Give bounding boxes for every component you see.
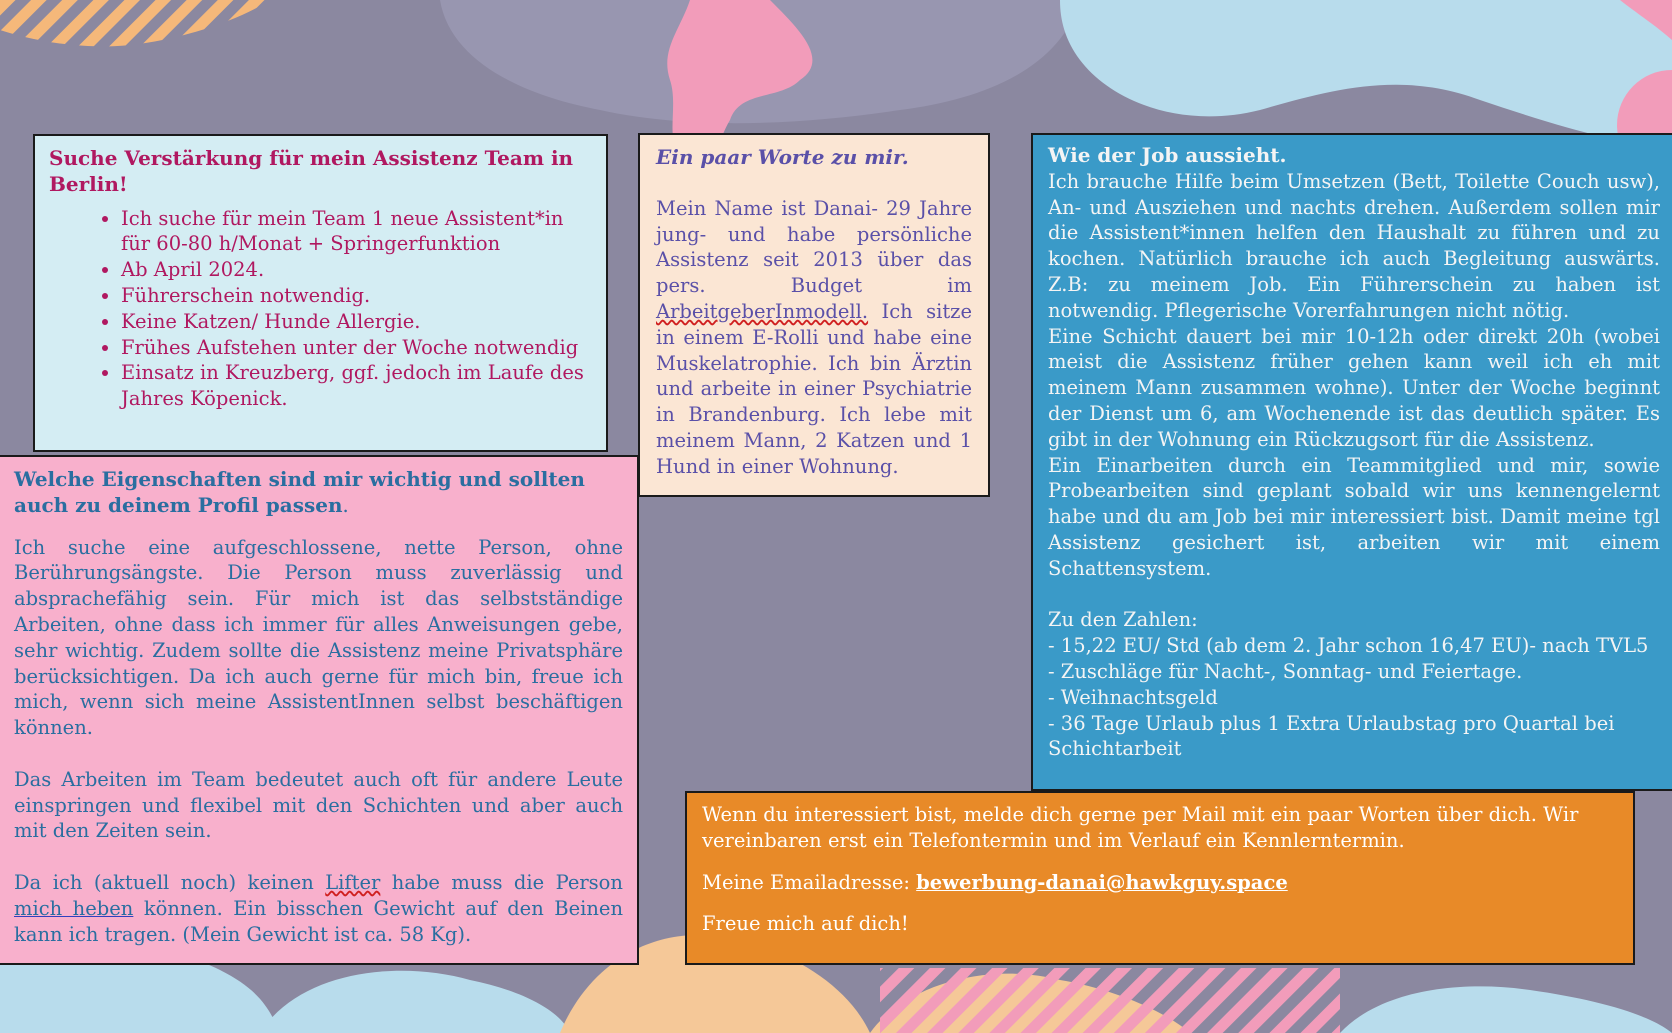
qualities-paragraph bbox=[14, 870, 623, 947]
lifter-word: Lifter bbox=[325, 870, 381, 894]
job-box-title: Wie der Job aussieht. bbox=[1048, 143, 1287, 167]
requirements-list bbox=[49, 206, 592, 412]
qualities-text-part: Da ich (aktuell noch) keinen bbox=[14, 870, 326, 894]
about-text-part: Ich sitze in einem E-Rolli und habe eine Muskelatrophie. Ich bin Ärztin und arbeite in einer Psychiatrie in Brandenburg. Ich lebe mit meinem Mann, 2 Katzen und 1 Hund in einer Wohnung. bbox=[656, 299, 972, 478]
numbers-item: - Weihnachtsgeld bbox=[1048, 685, 1218, 709]
search-box-title: Suche Verstärkung für mein Assistenz Team in Berlin! bbox=[49, 146, 574, 196]
qualities-paragraph: Das Arbeiten im Team bedeutet auch oft für andere Leute einspringen und flexibel mit den Schichten und aber auch mit den Zeiten sein. bbox=[14, 767, 623, 843]
list-item: • Frühes Aufstehen unter der Woche notwendig bbox=[121, 335, 592, 361]
contact-closing: Freue mich auf dich! bbox=[702, 912, 909, 936]
job-box bbox=[1031, 133, 1672, 791]
stripe-decoration bbox=[880, 968, 1340, 1033]
qualities-text-part: habe muss die Person bbox=[380, 870, 623, 894]
numbers-item: - 15,22 EU/ Std (ab dem 2. Jahr schon 16,47 EU)- nach TVL5 bbox=[1048, 634, 1649, 658]
about-box bbox=[638, 133, 990, 497]
list-item: • Einsatz in Kreuzberg, ggf. jedoch im Laufe des Jahres Köpenick. bbox=[121, 360, 592, 412]
job-paragraph: Ich brauche Hilfe beim Umsetzen (Bett, Toilette Couch usw), An- und Ausziehen und nachts drehen. Außerdem sollen mir die Assistent*innen helfen den Haushalt zu führen und zu kochen. Natürlich brauche ich auch Begleitung auswärts. Z.B: zu meinem Job. Ein Führerschein zu haben ist notwendig. Pflegerische Vorerfahrungen nicht nötig. bbox=[1048, 169, 1660, 322]
list-item: • Ich suche für mein Team 1 neue Assistent*in für 60-80 h/Monat + Springerfunktion bbox=[121, 206, 592, 258]
about-box-text bbox=[656, 196, 972, 480]
list-item: • Ab April 2024. bbox=[121, 257, 592, 283]
about-text-part: Mein Name ist Danai- 29 Jahre jung- und habe persönliche Assistenz seit 2013 über das pers. Budget im bbox=[656, 196, 972, 298]
qualities-box bbox=[0, 455, 639, 965]
qualities-title-text: Welche Eigenschaften sind mir wichtig und sollten auch zu deinem Profil passen bbox=[14, 467, 585, 517]
job-paragraph: Ein Einarbeiten durch ein Teammitglied und mir, sowie Probearbeiten sind geplant sobald wir uns kennengelernt habe und du am Job bei mir interessiert bist. Damit meine tgl Assistenz gesichert ist, arbeiten wir mit einem Schattensystem. bbox=[1048, 453, 1660, 580]
about-box-title: Ein paar Worte zu mir. bbox=[656, 145, 909, 169]
numbers-item: - Zuschläge für Nacht-, Sonntag- und Feiertage. bbox=[1048, 659, 1523, 683]
qualities-text-part: können. Ein bisschen Gewicht auf den Beinen kann ich tragen. (Mein Gewicht ist ca. 58 Kg). bbox=[14, 896, 624, 946]
qualities-paragraph: Ich suche eine aufgeschlossene, nette Person, ohne Berührungsängste. Die Person muss zuverlässig und absprachefähig sein. Für mich ist das selbstständige Arbeiten, ohne dass ich immer für alles Anweisungen gebe, sehr wichtig. Zudem sollte die Assistenz meine Privatsphäre berücksichtigen. Da ich auch gerne für mich bin, freue ich mich, wenn sich meine AssistentInnen selbst beschäftigen können. bbox=[14, 535, 623, 740]
about-text-underlined: ArbeitgeberInmodell. bbox=[656, 299, 869, 323]
list-item: • Keine Katzen/ Hunde Allergie. bbox=[121, 309, 592, 335]
heben-phrase: mich heben bbox=[14, 896, 134, 920]
email-label: Meine Emailadresse: bbox=[702, 870, 917, 894]
email-link[interactable]: bewerbung-danai@hawkguy.space bbox=[916, 870, 1288, 894]
qualities-box-title bbox=[14, 467, 623, 519]
numbers-item: - 36 Tage Urlaub plus 1 Extra Urlaubstag pro Quartal bei Schichtarbeit bbox=[1048, 711, 1615, 761]
search-box bbox=[33, 134, 608, 452]
qualities-title-end: . bbox=[342, 493, 349, 517]
contact-intro: Wenn du interessiert bist, melde dich gerne per Mail mit ein paar Worten über dich. Wir vereinbaren erst ein Telefontermin und im Verlauf ein Kennlerntermin. bbox=[702, 803, 1579, 852]
contact-box bbox=[685, 791, 1635, 965]
job-paragraph: Eine Schicht dauert bei mir 10-12h oder direkt 20h (wobei meist die Assistenz früher gehen kann weil ich eh mit meinem Mann zusammen wohne). Unter der Woche beginnt der Dienst um 6, am Wochenende ist das deutlich später. Es gibt in der Wohnung ein Rückzugsort für die Assistenz. bbox=[1048, 324, 1660, 451]
numbers-title: Zu den Zahlen: bbox=[1048, 608, 1198, 632]
email-line bbox=[702, 870, 1619, 896]
list-item: • Führerschein notwendig. bbox=[121, 283, 592, 309]
